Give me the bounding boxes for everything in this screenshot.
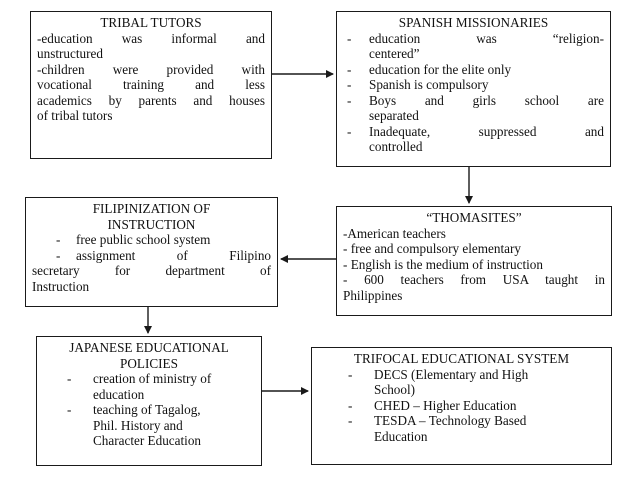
spanish-item-4-line-b: separated (369, 108, 419, 123)
bullet-dash: - (56, 232, 61, 247)
bullet-dash: - (56, 247, 61, 263)
filipinization-title-line-1: FILIPINIZATION OF (92, 201, 211, 216)
bullet-dash: - (67, 371, 72, 386)
spanish-item-3-text: Spanish is compulsory (369, 77, 489, 92)
spanish-item-4 (343, 93, 604, 124)
spanish-item-5 (343, 124, 604, 155)
trifocal-item-2 (318, 398, 605, 414)
spanish-item-5-line-a: Inadequate, suppressed and (369, 123, 604, 139)
tribal-line-3: -children were provided with (37, 61, 265, 77)
japanese-item-1-line-a: creation of ministry of (93, 371, 212, 386)
spanish-item-1 (343, 31, 604, 62)
thomasites-box (336, 206, 612, 316)
bullet-dash: - (348, 413, 353, 428)
japanese-item-2 (43, 402, 255, 449)
spanish-missionaries-box (336, 11, 611, 167)
japanese-item-2-line-c: Character Education (93, 433, 202, 448)
spanish-item-2 (343, 62, 604, 78)
trifocal-item-3-line-b: Education (374, 428, 428, 444)
trifocal-system-box (311, 347, 612, 465)
filipinization-item-2-text: assignment of Filipino (76, 247, 271, 263)
japanese-item-1 (43, 371, 255, 402)
thomasites-title: “THOMASITES” (426, 210, 522, 225)
thomasites-line-1: -American teachers (343, 225, 446, 241)
bullet-dash: - (347, 61, 352, 77)
filipinization-title-line-2: INSTRUCTION (107, 216, 196, 232)
bullet-dash: - (347, 123, 352, 139)
bullet-dash: - (67, 402, 72, 417)
thomasites-line-4: - 600 teachers from USA taught in (343, 272, 605, 287)
spanish-item-4-line-a: Boys and girls school are (369, 92, 604, 108)
japanese-item-2-line-b: Phil. History and (93, 417, 183, 433)
tribal-tutors-title: TRIBAL TUTORS (100, 15, 202, 30)
japanese-item-1-line-b: education (93, 386, 145, 402)
japanese-title-line-2: POLICIES (120, 355, 178, 371)
trifocal-item-3-line-a: TESDA – Technology Based (374, 413, 527, 428)
tribal-line-6: of tribal tutors (37, 108, 113, 123)
thomasites-line-3: - English is the medium of instruction (343, 256, 543, 272)
bullet-dash: - (348, 397, 353, 413)
thomasites-line-5: Philippines (343, 287, 403, 303)
filipinization-item-1-text: free public school system (76, 232, 211, 247)
filipinization-box (25, 197, 278, 307)
thomasites-line-2: - free and compulsory elementary (343, 241, 521, 256)
bullet-dash: - (347, 30, 352, 46)
japanese-title-line-1: JAPANESE EDUCATIONAL (69, 340, 229, 355)
trifocal-item-1 (318, 367, 605, 398)
tribal-line-4: vocational training and less (37, 77, 265, 92)
tribal-tutors-box (30, 11, 272, 159)
spanish-item-3 (343, 77, 604, 93)
bullet-dash: - (347, 92, 352, 108)
tribal-line-5: academics by parents and houses (37, 92, 265, 108)
trifocal-title: TRIFOCAL EDUCATIONAL SYSTEM (353, 351, 570, 366)
tribal-line-2: unstructured (37, 46, 103, 61)
spanish-item-5-line-b: controlled (369, 139, 423, 154)
japanese-policies-box (36, 336, 262, 466)
tribal-line-1: -education was informal and (37, 30, 265, 46)
trifocal-item-2-text: CHED – Higher Education (374, 397, 517, 413)
bullet-dash: - (348, 366, 353, 382)
filipinization-item-2 (32, 248, 271, 264)
spanish-item-2-text: education for the elite only (369, 61, 512, 77)
spanish-item-1-line-a: education was “religion- (369, 30, 604, 46)
spanish-item-1-line-b: centered” (369, 46, 420, 61)
filipinization-line-3: secretary for department of (32, 263, 271, 278)
trifocal-item-1-line-b: School) (374, 382, 416, 397)
japanese-item-2-line-a: teaching of Tagalog, (93, 402, 201, 417)
filipinization-line-4: Instruction (32, 278, 90, 294)
filipinization-item-1 (32, 232, 271, 248)
trifocal-item-1-line-a: DECS (Elementary and High (374, 366, 529, 382)
spanish-missionaries-title: SPANISH MISSIONARIES (398, 15, 549, 30)
bullet-dash: - (347, 77, 352, 92)
trifocal-item-3 (318, 413, 605, 444)
